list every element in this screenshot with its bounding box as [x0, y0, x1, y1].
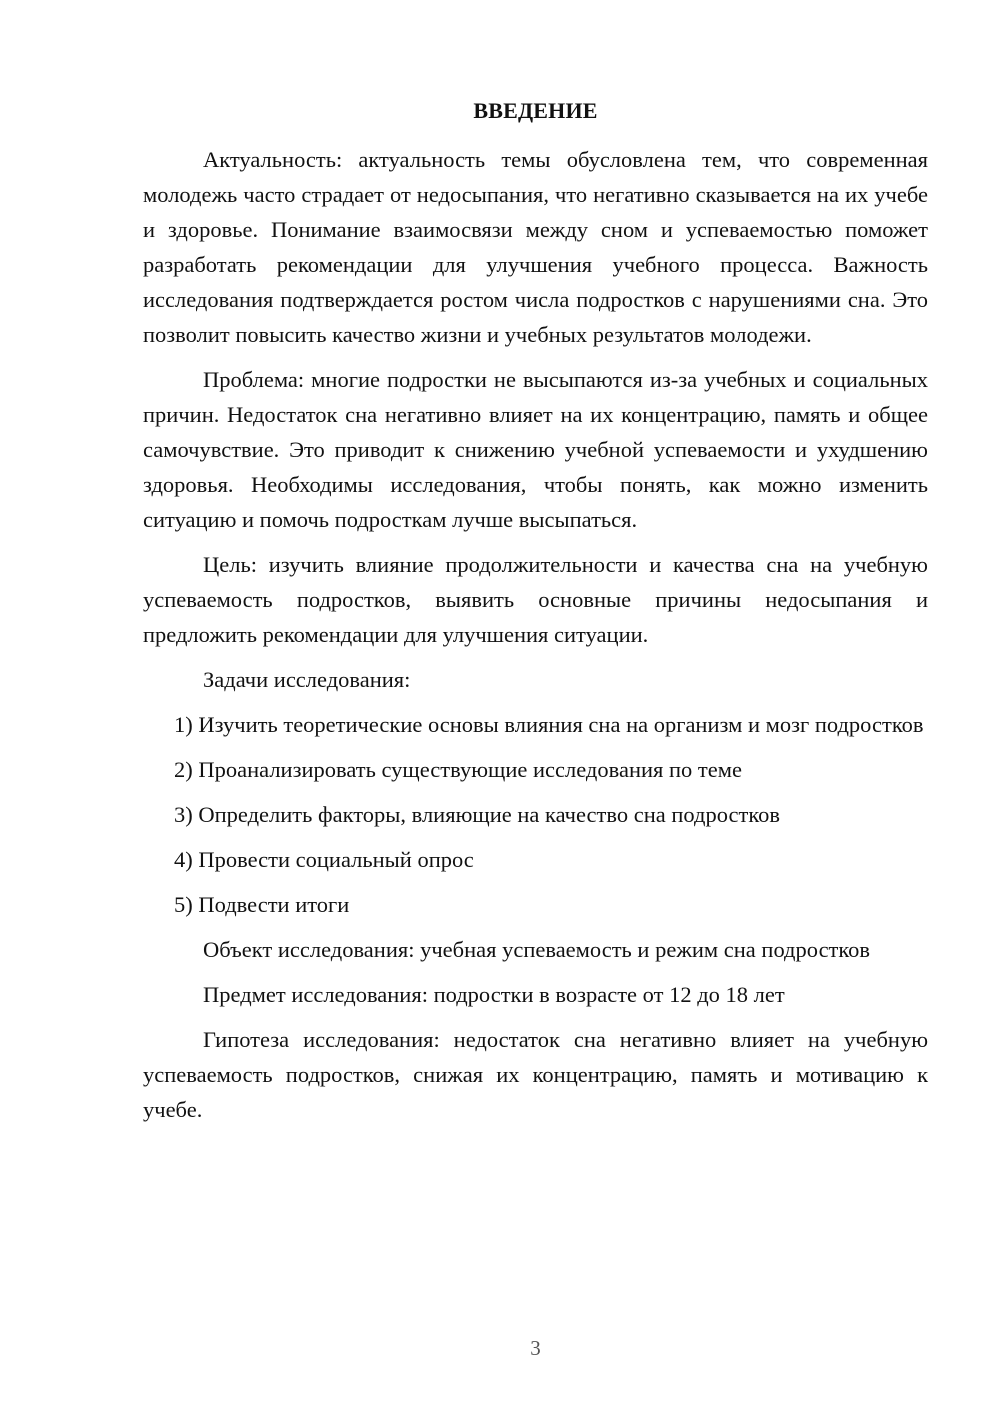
relevance-paragraph: Актуальность: актуальность темы обусловлена тем, что современная молодежь часто страдает от недосыпания, что негативно сказывается на их учебе и здоровье. Понимание взаимосвязи между сном и успеваемостью поможет разработать рекомендации для улучшения учебного процесса. Важность исследования подтверждается ростом числа подростков с нарушениями сна. Это позволит повысить качество жизни и учебных результатов молодежи. [143, 147, 928, 347]
task-item-2: 2) Проанализировать существующие исследования по теме [174, 757, 742, 782]
task-item-1: 1) Изучить теоретические основы влияния сна на организм и мозг подростков [174, 712, 924, 737]
goal-paragraph: Цель: изучить влияние продолжительности и качества сна на учебную успеваемость подростков, выявить основные причины недосыпания и предложить рекомендации для улучшения ситуации. [143, 552, 928, 647]
document-body [143, 142, 928, 1137]
hypothesis-paragraph: Гипотеза исследования: недостаток сна негативно влияет на учебную успеваемость подростков, снижая их концентрацию, память и мотивацию к учебе. [143, 1027, 928, 1122]
research-subject-paragraph: Предмет исследования: подростки в возрасте от 12 до 18 лет [203, 982, 785, 1007]
section-title: ВВЕДЕНИЕ [473, 98, 598, 123]
task-item-5: 5) Подвести итоги [174, 892, 350, 917]
task-item-3: 3) Определить факторы, влияющие на качество сна подростков [174, 802, 780, 827]
task-item-4: 4) Провести социальный опрос [174, 847, 474, 872]
research-object-paragraph: Объект исследования: учебная успеваемость и режим сна подростков [203, 937, 871, 962]
problem-paragraph: Проблема: многие подростки не высыпаются из-за учебных и социальных причин. Недостаток сна негативно влияет на их концентрацию, память и общее самочувствие. Это приводит к снижению учебной успеваемости и ухудшению здоровья. Необходимы исследования, чтобы понять, как можно изменить ситуацию и помочь подросткам лучше высыпаться. [143, 367, 928, 532]
page-number: 3 [530, 1336, 541, 1360]
tasks-heading: Задачи исследования: [203, 667, 411, 692]
